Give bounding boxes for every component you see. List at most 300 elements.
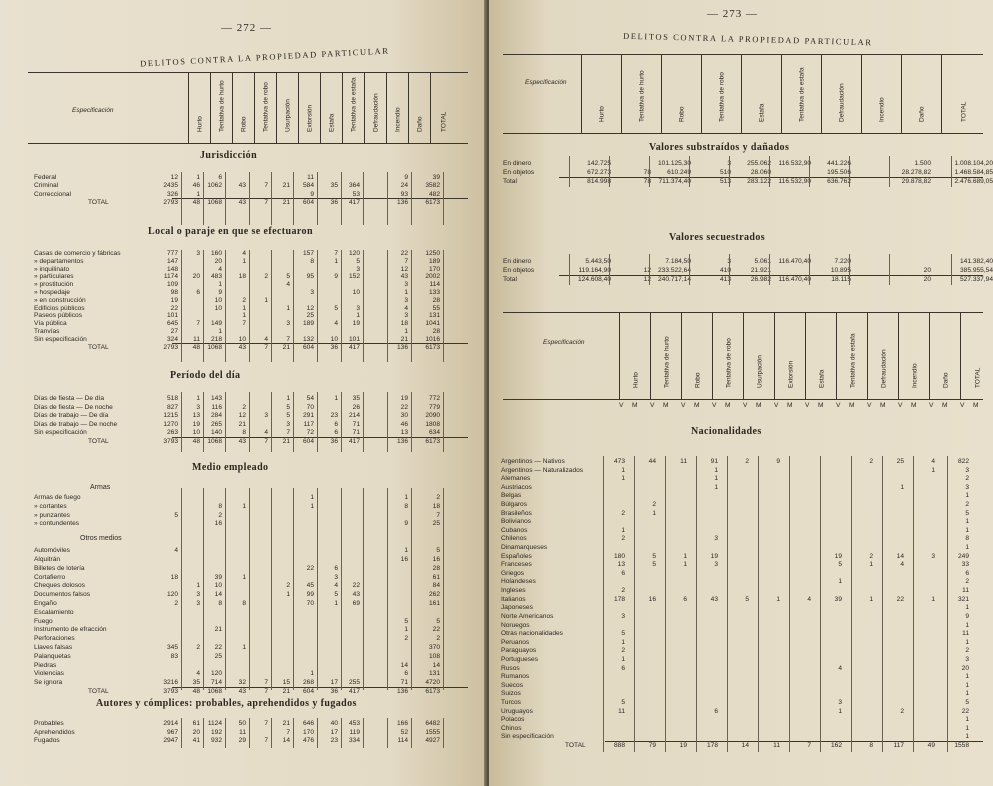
table-cell: 255.062 xyxy=(747,160,771,167)
table-cell: 3 xyxy=(310,289,314,296)
row-label: Norte Americanos xyxy=(501,612,554,620)
table-cell: 4 xyxy=(242,250,246,257)
table-cell: 19 xyxy=(170,296,178,304)
table-cell: 263 xyxy=(166,429,178,437)
column-rule xyxy=(727,456,728,752)
table-cell: 1 xyxy=(900,483,904,491)
table-cell: 1558 xyxy=(954,742,969,749)
table-cell: 249 xyxy=(957,552,969,560)
table-cell: 3 xyxy=(714,535,718,543)
table-cell: 189 xyxy=(302,320,314,328)
table-cell: 473 xyxy=(613,458,625,465)
table-cell: 814.998 xyxy=(587,178,611,185)
table-cell: 2 xyxy=(242,296,246,304)
table-cell: 19 xyxy=(834,552,842,560)
table-cell: 1 xyxy=(196,190,200,198)
table-cell: 40 xyxy=(330,720,338,727)
table-row xyxy=(34,644,474,652)
column-rule xyxy=(882,456,883,752)
column-heading-label: Robo xyxy=(694,372,701,388)
column-heading-label: Defraudación xyxy=(880,349,887,388)
column-heading-label: Defraudación xyxy=(838,83,846,122)
table-row xyxy=(501,630,989,638)
column-heading-label: Incendio xyxy=(878,97,886,122)
table-cell: 364 xyxy=(348,182,360,190)
row-label: En objetos xyxy=(503,267,535,274)
column-rule xyxy=(913,456,914,752)
table-cell: 44 xyxy=(648,458,656,465)
row-label: Ingleses xyxy=(501,587,526,595)
column-rule xyxy=(769,156,770,187)
table-cell: 3216 xyxy=(163,679,178,687)
row-label: Armas de fuego xyxy=(34,494,81,501)
table-cell: 5 xyxy=(621,698,625,706)
table-cell: 1 xyxy=(196,582,200,590)
column-rule xyxy=(769,254,770,285)
table-cell: 5 xyxy=(334,304,338,312)
table-cell: 1 xyxy=(310,502,314,510)
row-label: Noruegos xyxy=(501,621,530,629)
table-cell: 20 xyxy=(192,728,200,736)
table-cell: 39 xyxy=(214,573,222,581)
table-row xyxy=(501,682,989,690)
table-cell: 1 xyxy=(310,494,314,501)
column-heading-label: Tentativa de robo xyxy=(725,338,732,388)
table-cell: 36 xyxy=(330,198,338,206)
table-row xyxy=(503,178,993,186)
table-cell: 21 xyxy=(214,626,222,634)
column-rule xyxy=(203,172,204,225)
group-label: Armas xyxy=(90,484,111,491)
table-cell: 48 xyxy=(192,438,200,445)
table-row xyxy=(34,266,474,274)
table-cell: 148 xyxy=(166,265,178,273)
table-cell: 1 xyxy=(286,304,290,312)
vm-label: V xyxy=(898,402,903,409)
table-cell: 21 xyxy=(282,343,290,351)
table-cell: 634 xyxy=(428,429,440,437)
table-row xyxy=(34,494,474,502)
table-cell: 1 xyxy=(965,544,969,552)
row-label: Sin especificación xyxy=(34,429,87,437)
table-cell: 4 xyxy=(286,281,290,289)
table-cell: 20 xyxy=(923,267,931,274)
table-cell: 7 xyxy=(286,728,290,736)
nationality-column-header xyxy=(503,312,983,400)
column-rule xyxy=(203,392,204,452)
row-label: Holandeses xyxy=(501,578,536,586)
vm-label: V xyxy=(960,402,965,409)
table-cell: 888 xyxy=(613,742,625,749)
table-row xyxy=(34,182,474,190)
table-cell: 43 xyxy=(238,688,246,695)
table-cell: 645 xyxy=(166,320,178,328)
column-rule xyxy=(249,718,250,748)
row-label: Instrumento de efracción xyxy=(34,626,107,634)
table-cell: 4 xyxy=(807,595,811,603)
table-cell: 2 xyxy=(869,458,873,465)
table-cell: 9 xyxy=(310,190,314,198)
table-cell: 114 xyxy=(397,737,408,744)
table-cell: 4 xyxy=(334,320,338,328)
table-cell: 2 xyxy=(621,647,625,655)
table-row xyxy=(34,565,474,573)
table-row xyxy=(501,510,989,518)
table-cell: 2 xyxy=(965,475,969,483)
table-cell: 822 xyxy=(957,458,969,465)
table-cell: 43 xyxy=(238,438,246,445)
table-cell: 117 xyxy=(303,420,314,428)
row-label: Brasileños xyxy=(501,509,532,517)
row-label: TOTAL xyxy=(88,438,109,445)
table-cell: 513 xyxy=(719,178,731,185)
table-cell: 7 xyxy=(264,343,268,351)
column-rule xyxy=(293,392,294,452)
table-cell: 2793 xyxy=(163,198,178,206)
table-cell: 2 xyxy=(652,501,656,509)
table-cell: 5 xyxy=(436,617,440,625)
table-cell: 116.532,90 xyxy=(778,178,811,185)
row-label: Vía pública xyxy=(34,320,67,328)
column-rule xyxy=(443,172,444,225)
table-cell: 7 xyxy=(286,429,290,437)
column-heading xyxy=(960,313,993,399)
total-rule xyxy=(559,177,983,178)
row-label: Otras nacionalidades xyxy=(501,630,563,638)
table-cell: 6 xyxy=(714,707,718,715)
table-row xyxy=(34,626,474,634)
table-cell: 2 xyxy=(965,647,969,655)
table-cell: 410 xyxy=(719,267,731,274)
column-heading xyxy=(898,313,930,399)
column-rule xyxy=(271,250,272,362)
table-cell: 2 xyxy=(436,494,440,501)
table-cell: 4 xyxy=(334,582,338,590)
column-rule xyxy=(249,488,250,690)
table-cell: 5 xyxy=(286,273,290,281)
table-cell: 2914 xyxy=(163,720,178,727)
table-cell: 255 xyxy=(348,679,360,687)
table-cell: 170 xyxy=(428,265,440,273)
table-cell: 1068 xyxy=(207,198,222,206)
table-cell: 2435 xyxy=(163,182,178,190)
table-cell: 4 xyxy=(404,304,408,312)
table-cell: 6 xyxy=(334,420,338,428)
row-label: Aprehendidos xyxy=(34,728,75,736)
table-cell: 72 xyxy=(306,429,314,437)
row-label: » departamentos xyxy=(34,257,84,265)
table-cell: 1 xyxy=(965,690,969,698)
table-row xyxy=(501,570,989,578)
vm-label: V xyxy=(774,402,779,409)
table-cell: 2 xyxy=(404,635,408,643)
table-cell: 1 xyxy=(242,257,246,265)
column-rule xyxy=(271,488,272,690)
table-row xyxy=(501,613,989,621)
table-cell: 35 xyxy=(192,679,200,687)
table-cell: 19 xyxy=(192,420,200,428)
table-row xyxy=(34,609,474,617)
table-cell: 71 xyxy=(352,429,360,437)
table-cell: 510 xyxy=(719,169,731,176)
table-cell: 5.443,50 xyxy=(585,258,611,265)
column-heading xyxy=(650,313,682,399)
column-heading xyxy=(661,55,702,133)
column-heading xyxy=(386,73,409,143)
row-label: Alquitrán xyxy=(34,556,61,563)
table-cell: 1 xyxy=(965,621,969,629)
table-cell: 417 xyxy=(348,198,360,206)
column-rule xyxy=(341,718,342,748)
table-cell: 14 xyxy=(432,661,440,669)
table-cell: 1 xyxy=(242,644,246,651)
column-rule xyxy=(181,488,182,690)
table-row xyxy=(503,258,993,266)
table-cell: 4 xyxy=(196,670,200,678)
table-row xyxy=(501,716,989,724)
table-cell: 16 xyxy=(432,556,440,563)
section-title: Jurisdicción xyxy=(200,150,258,161)
table-cell: 967 xyxy=(166,728,178,736)
vm-label: M xyxy=(694,402,700,409)
table-cell: 283.122 xyxy=(747,178,771,185)
column-rule xyxy=(271,172,272,225)
table-cell: 18 xyxy=(400,320,408,328)
table-row xyxy=(34,729,474,737)
table-cell: 1124 xyxy=(207,720,222,727)
table-cell: 2 xyxy=(264,273,268,281)
column-rule xyxy=(849,254,850,285)
table-cell: 7 xyxy=(264,679,268,687)
table-cell: 2 xyxy=(900,707,904,715)
column-rule xyxy=(411,250,412,362)
table-cell: 70 xyxy=(306,600,314,607)
column-rule xyxy=(181,250,182,362)
table-cell: 3 xyxy=(714,561,718,569)
table-cell: 8 xyxy=(404,502,408,510)
table-row xyxy=(501,673,989,681)
table-row xyxy=(501,492,989,500)
column-rule xyxy=(181,718,182,748)
table-cell: 22 xyxy=(400,403,408,411)
column-heading-label: Estafa xyxy=(328,113,336,132)
table-cell: 33 xyxy=(961,561,969,569)
column-heading-label: Hurto xyxy=(598,106,606,122)
table-cell: 14 xyxy=(896,552,904,560)
table-cell: 2 xyxy=(174,600,178,607)
table-cell: 192 xyxy=(210,728,222,736)
table-cell: 1 xyxy=(356,312,360,320)
vm-label: V xyxy=(743,402,748,409)
table-cell: 5 xyxy=(965,509,969,517)
table-cell: 11 xyxy=(773,742,780,749)
column-heading xyxy=(743,313,775,399)
column-heading xyxy=(681,313,713,399)
table-cell: 50 xyxy=(238,720,246,727)
table-cell: 141.382,40 xyxy=(959,258,993,265)
table-cell: 19 xyxy=(679,742,687,749)
column-heading-label: Tentativa de hurto xyxy=(663,336,670,388)
column-heading xyxy=(861,55,902,133)
column-rule xyxy=(411,392,412,452)
table-cell: 22 xyxy=(306,564,314,572)
table-cell: 476 xyxy=(302,737,314,744)
table-cell: 1 xyxy=(838,707,842,715)
table-cell: 1 xyxy=(714,475,718,483)
row-label: Palanquetas xyxy=(34,652,71,660)
table-row xyxy=(34,412,474,420)
row-label: Edificios públicos xyxy=(34,304,85,312)
table-cell: 19 xyxy=(400,395,408,402)
table-cell: 195.506 xyxy=(827,169,851,176)
row-label: » cortantes xyxy=(34,502,67,510)
table-row xyxy=(501,561,989,569)
table-cell: 21 xyxy=(282,688,290,695)
table-cell: 1 xyxy=(965,681,969,689)
table-cell: 453 xyxy=(348,720,360,727)
row-label: » contundentes xyxy=(34,520,80,528)
table-cell: 1 xyxy=(621,475,625,483)
table-row xyxy=(501,518,989,526)
row-label: Italianos xyxy=(501,595,526,603)
table-cell: 180 xyxy=(613,552,625,560)
table-cell: 1 xyxy=(404,626,408,634)
table-cell: 19 xyxy=(352,320,360,328)
table-cell: 7.184,50 xyxy=(665,258,691,265)
table-cell: 1 xyxy=(196,395,200,402)
table-cell: 240.717,14 xyxy=(657,276,691,283)
column-rule xyxy=(341,172,342,225)
table-row xyxy=(501,708,989,716)
table-cell: 99 xyxy=(306,591,314,599)
table-cell: 1068 xyxy=(207,688,222,695)
table-cell: 41 xyxy=(192,737,200,744)
table-cell: 69 xyxy=(352,600,360,607)
table-cell: 1062 xyxy=(207,182,222,190)
column-rule xyxy=(951,254,952,285)
column-rule xyxy=(181,392,182,452)
table-cell: 2 xyxy=(869,552,873,560)
column-heading xyxy=(941,55,986,133)
column-rule xyxy=(317,718,318,748)
table-cell: 43 xyxy=(710,595,718,603)
table-row xyxy=(501,656,989,664)
column-rule xyxy=(411,488,412,690)
table-cell: 12 xyxy=(170,174,178,181)
table-cell: 9 xyxy=(776,458,780,465)
column-rule xyxy=(387,172,388,225)
table-cell: 7 xyxy=(286,335,290,343)
column-rule xyxy=(387,718,388,748)
column-rule xyxy=(249,392,250,452)
table-cell: 7 xyxy=(242,320,246,328)
vm-label: V xyxy=(836,402,841,409)
table-row xyxy=(503,276,993,284)
row-label: Peruanos xyxy=(501,638,530,646)
column-heading-label: Robo xyxy=(240,116,248,132)
vm-label: V xyxy=(929,402,934,409)
column-heading xyxy=(320,73,343,143)
column-heading-label: Extorsión xyxy=(787,360,794,388)
row-label: Rumanos xyxy=(501,673,530,681)
table-cell: 5 xyxy=(286,412,290,420)
table-cell: 133 xyxy=(428,289,440,296)
table-cell: 32 xyxy=(238,679,246,687)
table-cell: 3793 xyxy=(163,438,178,445)
vm-label: V xyxy=(867,402,872,409)
table-cell: 3 xyxy=(727,258,731,265)
table-cell: 5 xyxy=(965,698,969,706)
column-rule xyxy=(293,172,294,225)
table-cell: 71 xyxy=(352,420,360,428)
table-row xyxy=(501,458,989,466)
table-cell: 166 xyxy=(396,720,408,727)
table-cell: 43 xyxy=(238,343,246,351)
row-label: Días de fiesta — De noche xyxy=(34,403,113,411)
table-cell: 11 xyxy=(962,630,969,638)
row-label: Portugueses xyxy=(501,655,539,663)
column-rule xyxy=(363,392,364,452)
table-cell: 124.608,40 xyxy=(577,276,611,283)
column-rule xyxy=(411,172,412,225)
table-cell: 26.982 xyxy=(750,276,771,283)
table-cell: 482 xyxy=(428,190,440,198)
row-label: Cortafierro xyxy=(34,573,66,581)
row-label: Españoles xyxy=(501,552,532,560)
table-cell: 117 xyxy=(893,742,904,749)
table-cell: 120 xyxy=(348,250,360,257)
table-cell: 385.955,54 xyxy=(959,267,993,274)
column-heading-label: Tentativa de robo xyxy=(262,82,270,132)
table-cell: 48 xyxy=(192,688,200,695)
row-label: » en construcción xyxy=(34,296,86,304)
table-cell: 6 xyxy=(621,664,625,672)
row-label: Cubanos xyxy=(501,526,528,534)
vm-label: M xyxy=(911,402,917,409)
table-cell: 1 xyxy=(965,673,969,681)
table-cell: 15 xyxy=(282,679,290,687)
column-heading-label: Incendio xyxy=(394,107,402,132)
column-rule xyxy=(947,456,948,752)
table-cell: 23 xyxy=(330,412,338,420)
column-header xyxy=(503,54,983,134)
table-cell: 24 xyxy=(400,182,408,190)
row-label: Búlgaros xyxy=(501,501,528,509)
table-cell: 779 xyxy=(428,403,440,411)
column-heading-label: Daño xyxy=(918,106,926,122)
table-cell: 162 xyxy=(830,742,842,749)
table-cell: 95 xyxy=(306,273,314,281)
table-cell: 711.374,40 xyxy=(658,178,691,185)
table-cell: 25 xyxy=(214,652,222,660)
table-cell: 91 xyxy=(710,458,718,465)
table-cell: 142.725 xyxy=(587,160,611,167)
table-cell: 1 xyxy=(310,670,314,678)
table-cell: 132 xyxy=(302,335,314,343)
table-cell: 2002 xyxy=(425,273,440,281)
table-row xyxy=(503,169,993,177)
column-rule xyxy=(789,456,790,752)
row-label: TOTAL xyxy=(88,343,109,351)
table-cell: 10 xyxy=(352,289,360,296)
table-cell: 7 xyxy=(807,742,811,749)
total-rule xyxy=(172,437,468,438)
column-heading-label: Tentativa de hurto xyxy=(218,80,226,132)
table-cell: 268 xyxy=(302,679,314,687)
column-heading-label: Hurto xyxy=(632,372,639,388)
table-row xyxy=(34,574,474,582)
table-cell: 636.762 xyxy=(827,178,851,185)
